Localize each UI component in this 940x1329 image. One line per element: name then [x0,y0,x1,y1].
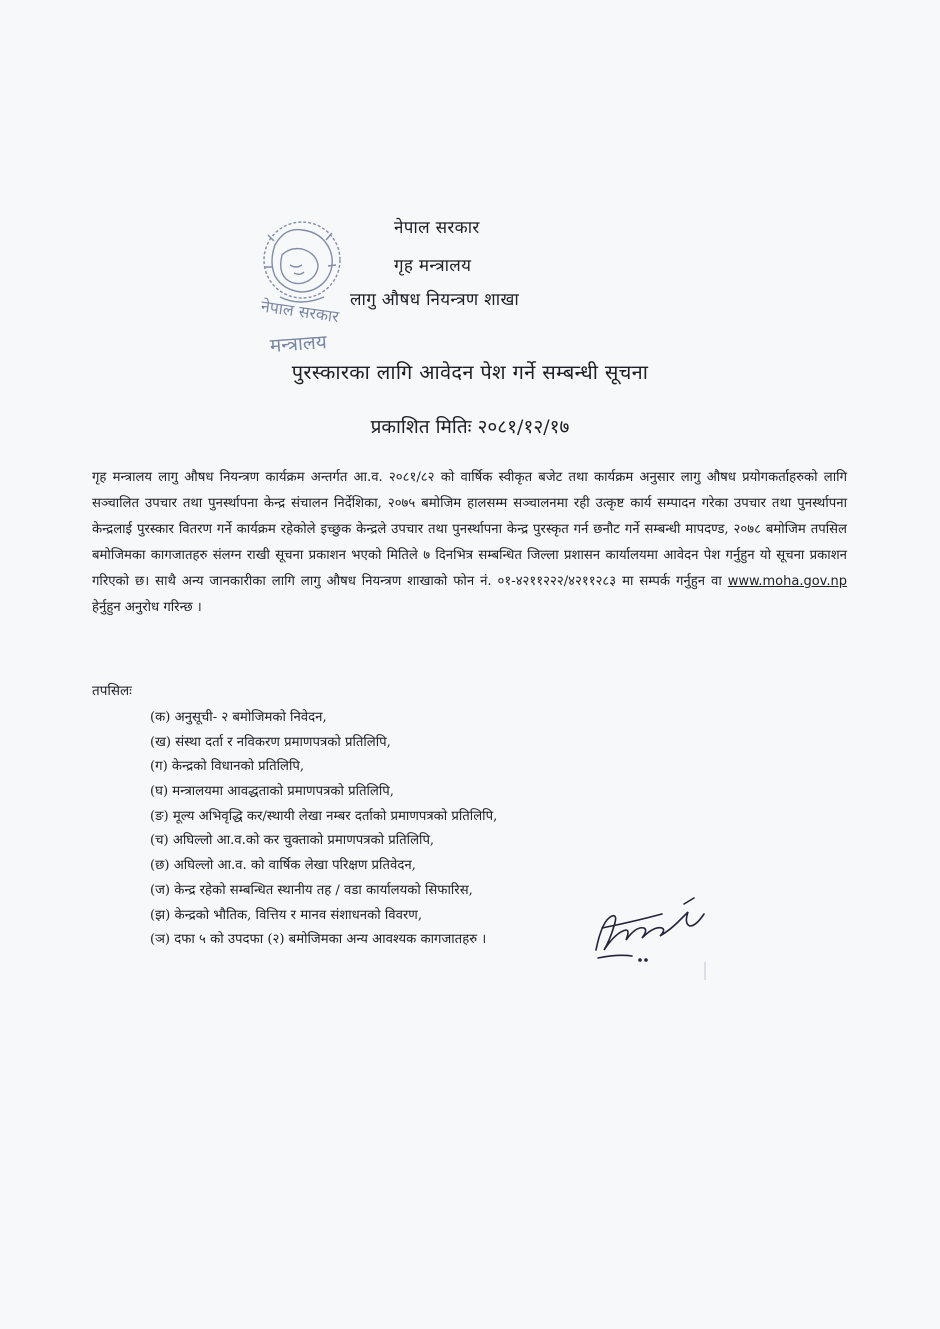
seal-text-top: नेपाल सरकार [259,296,341,327]
list-item: (झ) केन्द्रको भौतिक, वित्तिय र मानव संशाधनको विवरण, [150,907,423,923]
list-item: (घ) मन्त्रालयमा आवद्धताको प्रमाणपत्रको प्रतिलिपि, [150,784,394,800]
seal-text-bottom: मन्त्रालय [269,331,328,358]
notice-title: पुरस्कारका लागि आवेदन पेश गर्ने सम्बन्धी सूचना [291,360,649,384]
header-ministry: गृह मन्त्रालय [394,256,472,276]
header-branch: लागु औषध नियन्त्रण शाखा [350,290,520,310]
government-seal-stamp [220,205,380,365]
document-list [150,706,497,953]
list-item: (च) अघिल्लो आ.व.को कर चुक्ताको प्रमाणपत्रको प्रतिलिपि, [150,833,435,849]
list-item: (क) अनुसूची- २ बमोजिमको निवेदन, [150,710,327,725]
body-paragraph: गृह मन्त्रालय लागु औषध नियन्त्रण कार्यक्रम अन्तर्गत आ.व. २०८१/८२ को वार्षिक स्वीकृत बजेट तथा कार्यक्रम अनुसार लागु औषध प्रयोगकर्ताहरुको लागि सञ्चालित उपचार तथा पुनर्स्थापना केन्द्र संचालन निर्देशिका, २०७५ बमोजिम हालसम्म सञ्चालनमा रही उत्कृष्ट कार्य सम्पादन गरेका उपचार तथा पुनर्स्थापना केन्द्रलाई पुरस्कार वितरण गर्ने कार्यक्रम रहेकोले इच्छुक केन्द्रले उपचार तथा पुनर्स्थापना केन्द्र पुरस्कृत गर्न छनौट गर्ने सम्बन्धी मापदण्ड, २०७८ बमोजिम तपसिल बमोजिमका कागजातहरु संलग्न राखी सूचना प्रकाशन भएको मितिले ७ दिनभित्र सम्बन्धित जिल्ला प्रशासन कार्यालयमा आवेदन पेश गर्नुहुन यो सूचना प्रकाशन गरिएको छ। साथै अन्य जानकारीका लागि लागु औषध नियन्त्रण शाखाको फोन नं. ०१-४२११२२२/४२११२८३ मा सम्पर्क गर्नुहुन वा [92,470,847,589]
pen-mark [703,962,707,980]
body-closing: हेर्नुहुन अनुरोध गरिन्छ । [92,600,202,615]
list-item: (ग) केन्द्रको विधानको प्रतिलिपि, [150,759,305,775]
list-item: (छ) अघिल्लो आ.व. को वार्षिक लेखा परिक्षण प्रतिवेदन, [150,858,416,874]
list-item: (ङ) मूल्य अभिवृद्धि कर/स्थायी लेखा नम्बर दर्ताको प्रमाणपत्रको प्रतिलिपि, [150,808,498,824]
notice-body [92,465,847,621]
header-government: नेपाल सरकार [394,218,480,238]
published-date: प्रकाशित मितिः २०८१/१२/१७ [370,416,570,438]
list-item: (ज) केन्द्र रहेको सम्बन्धित स्थानीय तह / वडा कार्यालयको सिफारिस, [150,882,473,898]
list-item: (ख) संस्था दर्ता र नविकरण प्रमाणपत्रको प्रतिलिपि, [150,734,391,750]
website-link[interactable]: www.moha.gov.np [727,574,847,589]
schedule-label: तपसिलः [92,683,132,699]
list-item: (ञ) दफा ५ को उपदफा (२) बमोजिमका अन्य आवश्यक कागजातहरु । [150,932,487,948]
handwritten-signature [588,888,718,968]
